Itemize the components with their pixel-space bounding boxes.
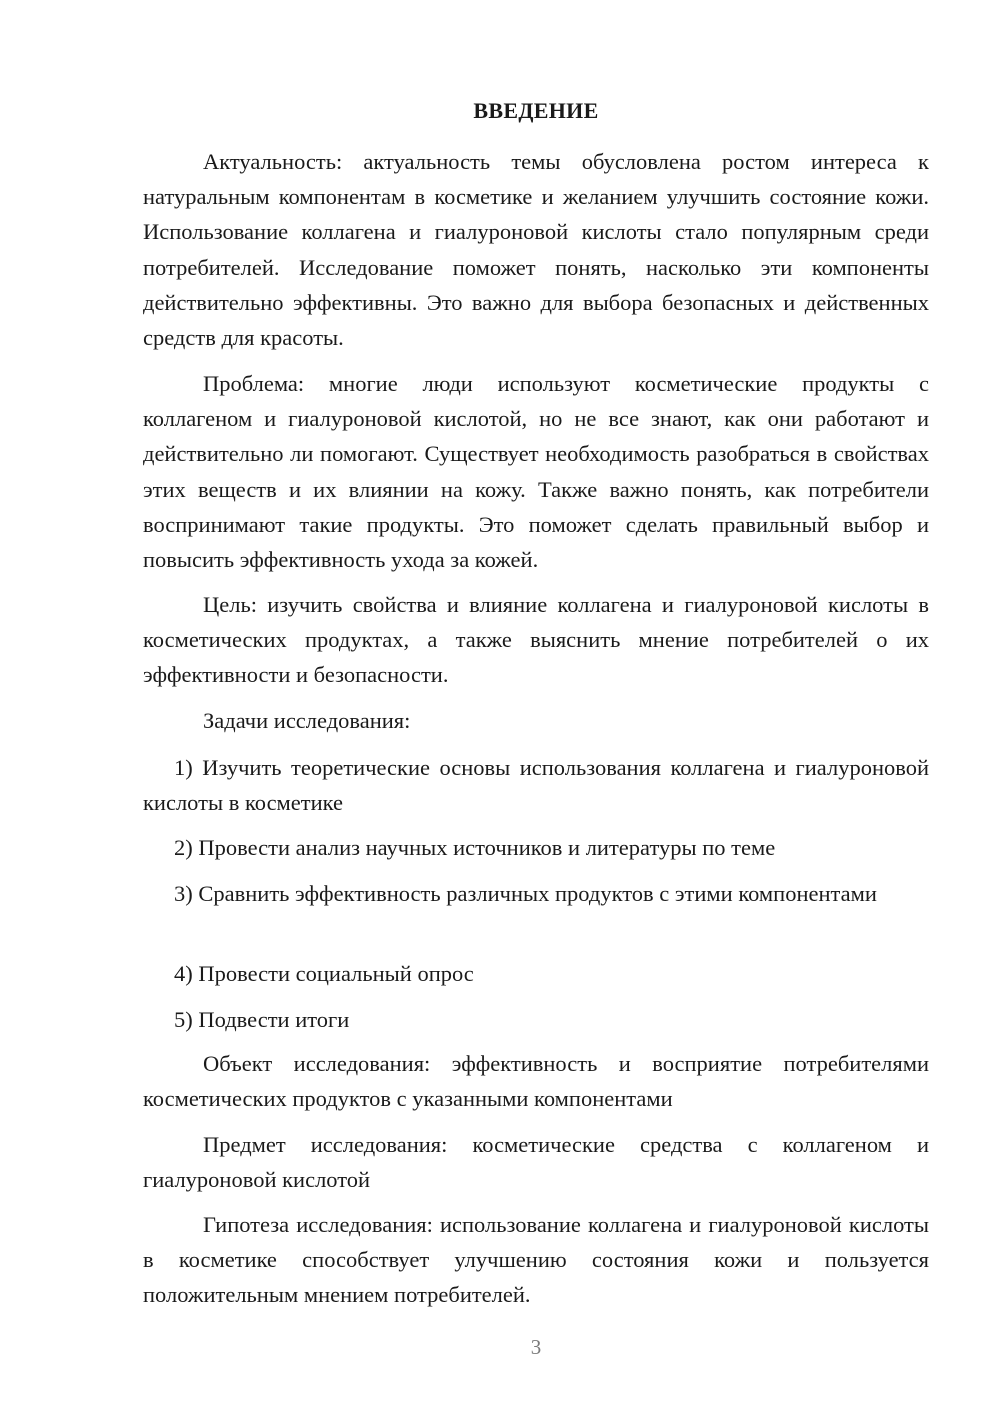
task-item-1: 1) Изучить теоретические основы использования коллагена и гиалуроновой кислоты в косметике xyxy=(143,755,929,816)
paragraph-goal: Цель: изучить свойства и влияние коллагена и гиалуроновой кислоты в косметических продуктах, а также выяснить мнение потребителей о их эффективности и безопасности. xyxy=(143,592,929,688)
paragraph-subject: Предмет исследования: косметические средства с коллагеном и гиалуроновой кислотой xyxy=(143,1132,929,1193)
task-item-2: 2) Провести анализ научных источников и литературы по теме xyxy=(174,835,776,860)
task-item-4: 4) Провести социальный опрос xyxy=(174,961,474,986)
paragraph-object: Объект исследования: эффективность и восприятие потребителями косметических продуктов с указанными компонентами xyxy=(143,1051,929,1112)
tasks-heading: Задачи исследования: xyxy=(203,708,411,733)
paragraph-problem: Проблема: многие люди используют косметические продукты с коллагеном и гиалуроновой кислотой, но не все знают, как они работают и действительно ли помогают. Существует необходимость разобраться в свойствах этих веществ и их влиянии на кожу. Также важно понять, как потребители воспринимают такие продукты. Это поможет сделать правильный выбор и повысить эффективность ухода за кожей. xyxy=(143,371,929,573)
page-title: ВВЕДЕНИЕ xyxy=(473,98,599,123)
task-item-5: 5) Подвести итоги xyxy=(174,1007,350,1032)
task-item-3: 3) Сравнить эффективность различных продуктов с этими компонентами xyxy=(174,881,877,906)
paragraph-relevance: Актуальность: актуальность темы обусловлена ростом интереса к натуральным компонентам в косметике и желанием улучшить состояние кожи. Использование коллагена и гиалуроновой кислоты стало популярным среди потребителей. Исследование поможет понять, насколько эти компоненты действительно эффективны. Это важно для выбора безопасных и действенных средств для красоты. xyxy=(143,149,929,351)
paragraph-hypothesis: Гипотеза исследования: использование коллагена и гиалуроновой кислоты в косметике способствует улучшению состояния кожи и пользуется положительным мнением потребителей. xyxy=(143,1212,929,1308)
page-number: 3 xyxy=(530,1335,542,1359)
